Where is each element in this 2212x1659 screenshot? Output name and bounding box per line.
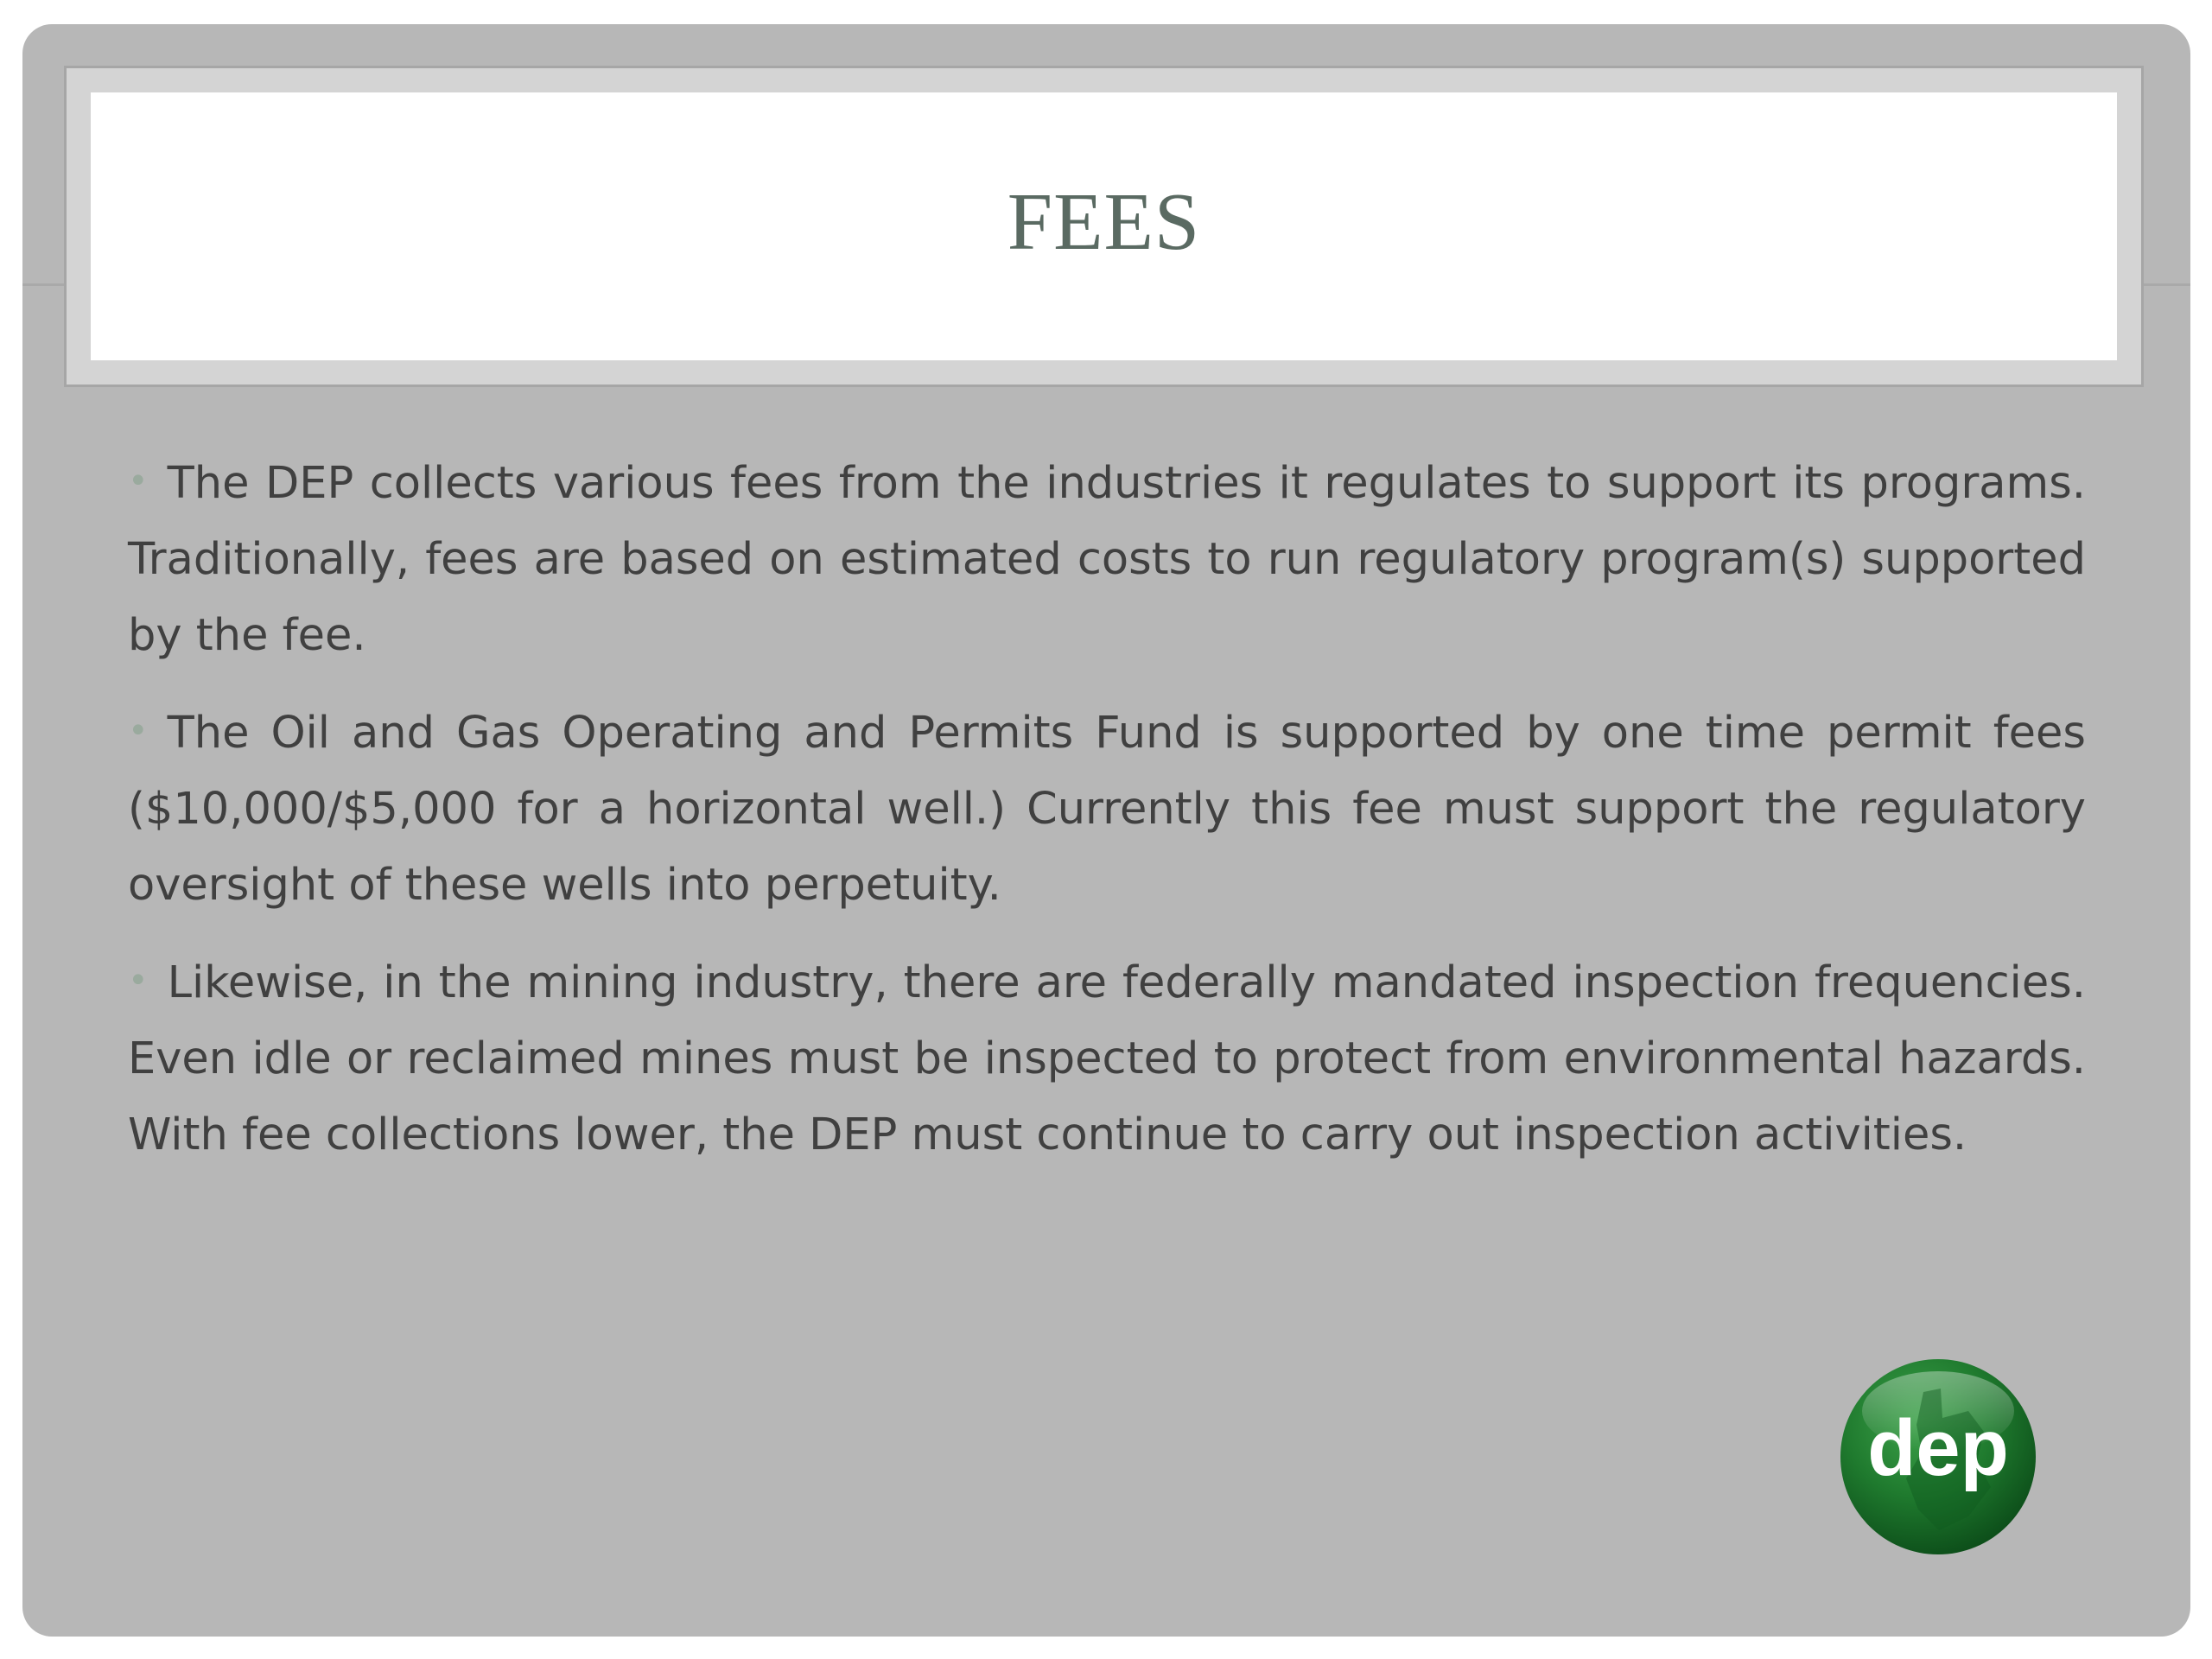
dep-logo-icon [1839, 1357, 2037, 1556]
slide [22, 24, 2190, 1637]
title-box [91, 92, 2117, 360]
bullet-icon: • [128, 961, 149, 1001]
title-frame [64, 66, 2144, 387]
bullet-icon: • [128, 461, 149, 501]
slide-title: FEES [1007, 177, 1201, 267]
bullet-paragraph-3 [128, 943, 2086, 1173]
logo-text: dep [1867, 1404, 2009, 1492]
bullet-icon: • [128, 711, 149, 751]
bullet-paragraph-2 [128, 693, 2086, 924]
bullet-text-1: The DEP collects various fees from the industries it regulates to support its programs. Traditionally, fees are based on estimated costs to run regulatory program(s) supported by the fee. [128, 458, 2086, 661]
slide-body [128, 443, 2086, 1192]
bullet-text-3: Likewise, in the mining industry, there are federally mandated inspection frequencies. Even idle or reclaimed mines must be inspected to protect from environmental hazards. With fee collections lower, the DEP must continue to carry out inspection activities. [128, 957, 2086, 1160]
bullet-paragraph-1 [128, 443, 2086, 674]
bullet-text-2: The Oil and Gas Operating and Permits Fund is supported by one time permit fees ($10,000/$5,000 for a horizontal well.) Currently this fee must support the regulatory oversight of these wells into perpetuity. [128, 708, 2086, 911]
